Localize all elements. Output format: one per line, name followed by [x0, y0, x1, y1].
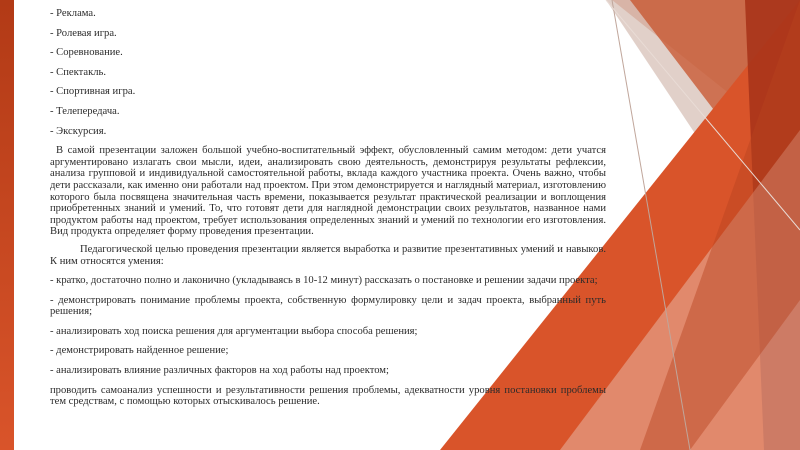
list-item: - Ролевая игра. — [50, 27, 117, 39]
skill-item: - анализировать влияние различных факторов на ход работы над проектом; — [50, 365, 389, 377]
skill-item: - демонстрировать понимание проблемы проекта, собственную формулировку цели и задач проекта, выбранный путь решения; — [50, 294, 606, 318]
list-item: - Спортивная игра. — [50, 86, 136, 98]
skill-item: - анализировать ход поиска решения для аргументации выбора способа решения; — [50, 325, 418, 337]
list-item: - Телепередача. — [50, 105, 120, 117]
slide-content — [50, 8, 606, 416]
list-item: - Экскурсия. — [50, 125, 107, 137]
skill-item: проводить самоанализ успешности и результативности решения проблемы, адекватности уровня постановки проблемы тем средствам, с помощью которых отыскивалось решение. — [50, 384, 606, 408]
list-item: - Спектакль. — [50, 66, 106, 78]
paragraph-presentation-effect: В самой презентации заложен большой учебно-воспитательный эффект, обусловленный самим методом: дети учатся аргументировано излагать свои мысли, идеи, анализировать свою деятельность, демонстрируя результаты рефлексии, анализа групповой и индивидуальной самостоятельной работы, вклада каждого участника проекта. Очень важно, чтобы дети рассказали, как именно они работали над проектом. При этом демонстрируется и наглядный материал, изготовлению которого была посвящена значительная часть времени, показывается результат практической реализации и воплощения приобретенных знаний и умений. То, что готовят дети для наглядной демонстрации своих результатов, названное нами продуктом работы над проектом, требует использования определенных знаний и умений по технологии его изготовления. Вид продукта определяет форму проведения презентации. — [50, 145, 606, 238]
skill-item: - демонстрировать найденное решение; — [50, 345, 229, 357]
list-item: - Соревнование. — [50, 47, 123, 59]
skill-item: - кратко, достаточно полно и лаконично (укладываясь в 10-12 минут) рассказать о постановке и решении задачи проекта; — [50, 275, 598, 287]
list-item: - Реклама. — [50, 8, 96, 19]
paragraph-pedagogical-goal: Педагогической целью проведения презентации является выработка и развитие презентативных умений и навыков. К ним относятся умения: — [50, 243, 606, 267]
